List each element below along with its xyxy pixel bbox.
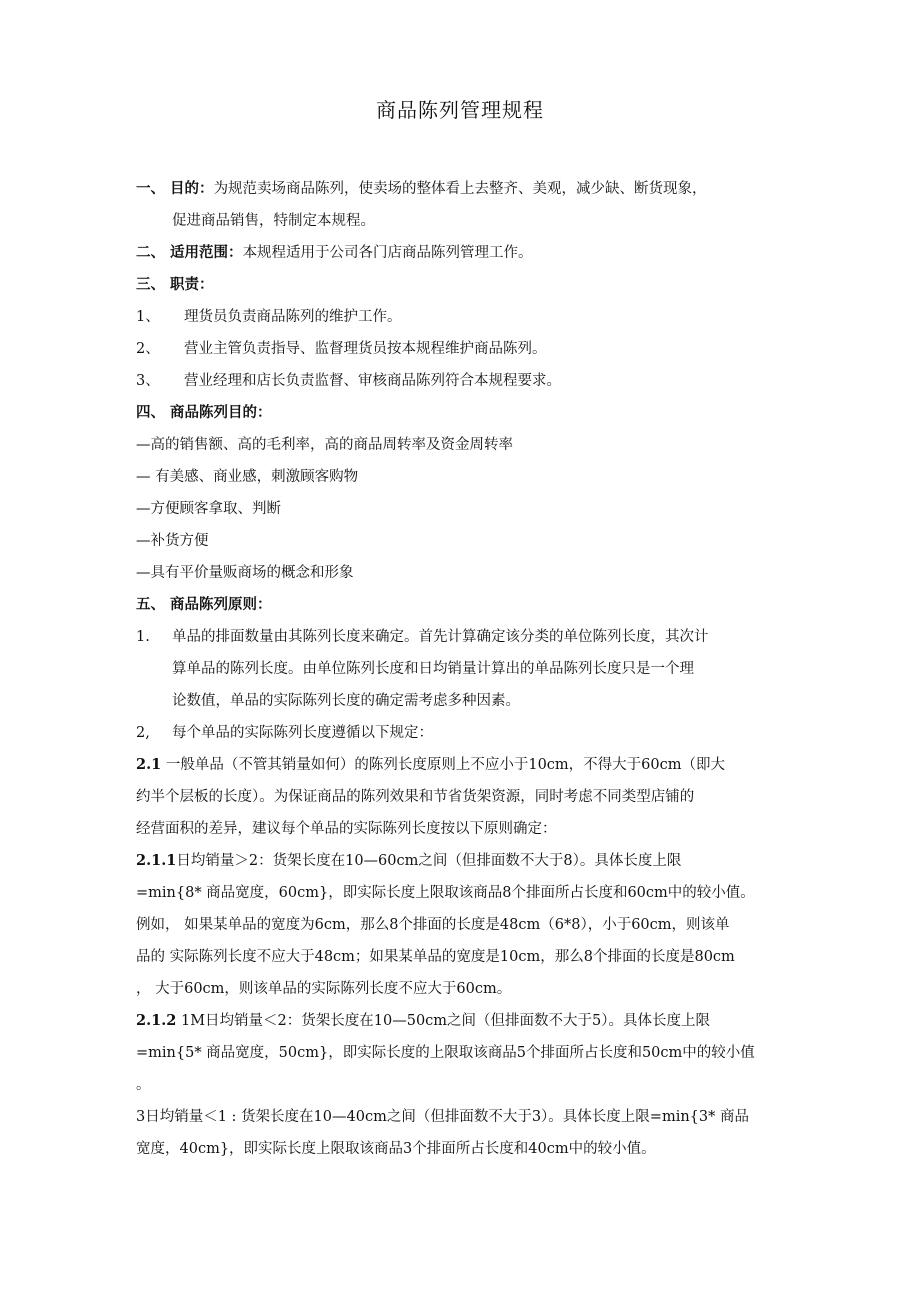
rule-text-continued: 例如， 如果某单品的宽度为6cm，那么8个排面的长度是48cm（6*8），小于60cm，则该单: [136, 917, 730, 933]
section-purpose: [136, 178, 796, 210]
section-scope: [136, 242, 796, 274]
section-heading: 一、 目的：: [136, 180, 214, 197]
list-item: [136, 306, 796, 338]
list-item: [136, 338, 796, 370]
rule-number: 2.1.2: [136, 1012, 177, 1029]
item-number: 2、: [136, 341, 160, 357]
item-text: 理货员负责商品陈列的维护工作。: [184, 309, 402, 325]
paragraph-1: [136, 626, 796, 658]
rule-text-continued: ， 大于60cm，则该单品的实际陈列长度不应大于60cm。: [136, 981, 512, 997]
section-duties-heading: 三、 职责：: [136, 276, 214, 293]
paragraph-text: 单品的排面数量由其陈列长度来确定。首先计算确定该分类的单位陈列长度，其次计: [172, 629, 709, 645]
rule-text-continued: 品的 实际陈列长度不应大于48cm；如果某单品的宽度是10cm，那么8个排面的长度是80cm: [136, 949, 735, 965]
list-item: — 有美感、商业感，刺激顾客购物: [136, 469, 359, 485]
rule-2-1: [136, 754, 796, 786]
item-text: 营业主管负责指导、监督理货员按本规程维护商品陈列。: [184, 341, 547, 357]
rule-text-continued: =min{5* 商品宽度，50cm}，即实际长度的上限取该商品5个排面所占长度和50cm中的较小值: [136, 1045, 755, 1061]
rule-text-continued: 经营面积的差异，建议每个单品的实际陈列长度按以下原则确定：: [136, 821, 557, 837]
document-body: [136, 178, 796, 1170]
list-item: [136, 370, 796, 402]
paragraph-text-continued: 算单品的陈列长度。由单位陈列长度和日均销量计算出的单品陈列长度只是一个理: [172, 661, 694, 677]
paragraph-text-continued: 论数值，单品的实际陈列长度的确定需考虑多种因素。: [172, 693, 520, 709]
list-item: —具有平价量贩商场的概念和形象: [136, 565, 354, 581]
section-principles-heading: 五、 商品陈列原则：: [136, 596, 272, 613]
rule-text-continued: 约半个层板的长度）。为保证商品的陈列效果和节省货架资源，同时考虑不同类型店铺的: [136, 789, 695, 805]
item-number: 1、: [136, 309, 160, 325]
list-item: —方便顾客拿取、判断: [136, 501, 281, 517]
rule-2-1-1: [136, 850, 796, 882]
rule-number: 2.1.1: [136, 852, 177, 869]
paragraph-text: 每个单品的实际陈列长度遵循以下规定：: [172, 725, 433, 741]
list-item: —高的销售额、高的毛利率，高的商品周转率及资金周转率: [136, 437, 513, 453]
rule-text: 1M日均销量＜2：货架长度在10—50cm之间（但排面数不大于5）。具体长度上限: [176, 1013, 711, 1029]
rule-text-continued: 。: [136, 1077, 151, 1093]
rule-text: 一般单品（不管其销量如何）的陈列长度原则上不应小于10cm，不得大于60cm（即大: [165, 757, 725, 773]
item-number: 1.: [136, 629, 150, 645]
list-item: —补货方便: [136, 533, 209, 549]
section-text: 为规范卖场商品陈列，使卖场的整体看上去整齐、美观，减少缺、断货现象，: [213, 181, 707, 197]
item-number: 3、: [136, 373, 160, 389]
section-display-purpose-heading: 四、 商品陈列目的：: [136, 404, 272, 421]
page-title: 商品陈列管理规程: [376, 98, 544, 122]
rule-3: 3日均销量＜1 : 货架长度在10—40cm之间（但排面数不大于3）。具体长度上限=min{3* 商品: [136, 1109, 749, 1125]
rule-text-continued: =min{8* 商品宽度，60cm}，即实际长度上限取该商品8个排面所占长度和60cm中的较小值。: [136, 885, 755, 901]
rule-text: 日均销量＞2：货架长度在10—60cm之间（但排面数不大于8）。具体长度上限: [176, 853, 682, 869]
section-text: 本规程适用于公司各门店商品陈列管理工作。: [242, 245, 533, 261]
paragraph-2: [136, 722, 796, 754]
item-number: 2,: [136, 725, 150, 741]
section-text-continued: 促进商品销售，特制定本规程。: [172, 213, 375, 229]
rule-number: 2.1: [136, 756, 162, 773]
rule-2-1-2: [136, 1010, 796, 1042]
section-heading: 二、 适用范围：: [136, 244, 243, 261]
item-text: 营业经理和店长负责监督、审核商品陈列符合本规程要求。: [184, 373, 561, 389]
rule-text-continued: 宽度，40cm}，即实际长度上限取该商品3个排面所占长度和40cm中的较小值。: [136, 1141, 656, 1157]
